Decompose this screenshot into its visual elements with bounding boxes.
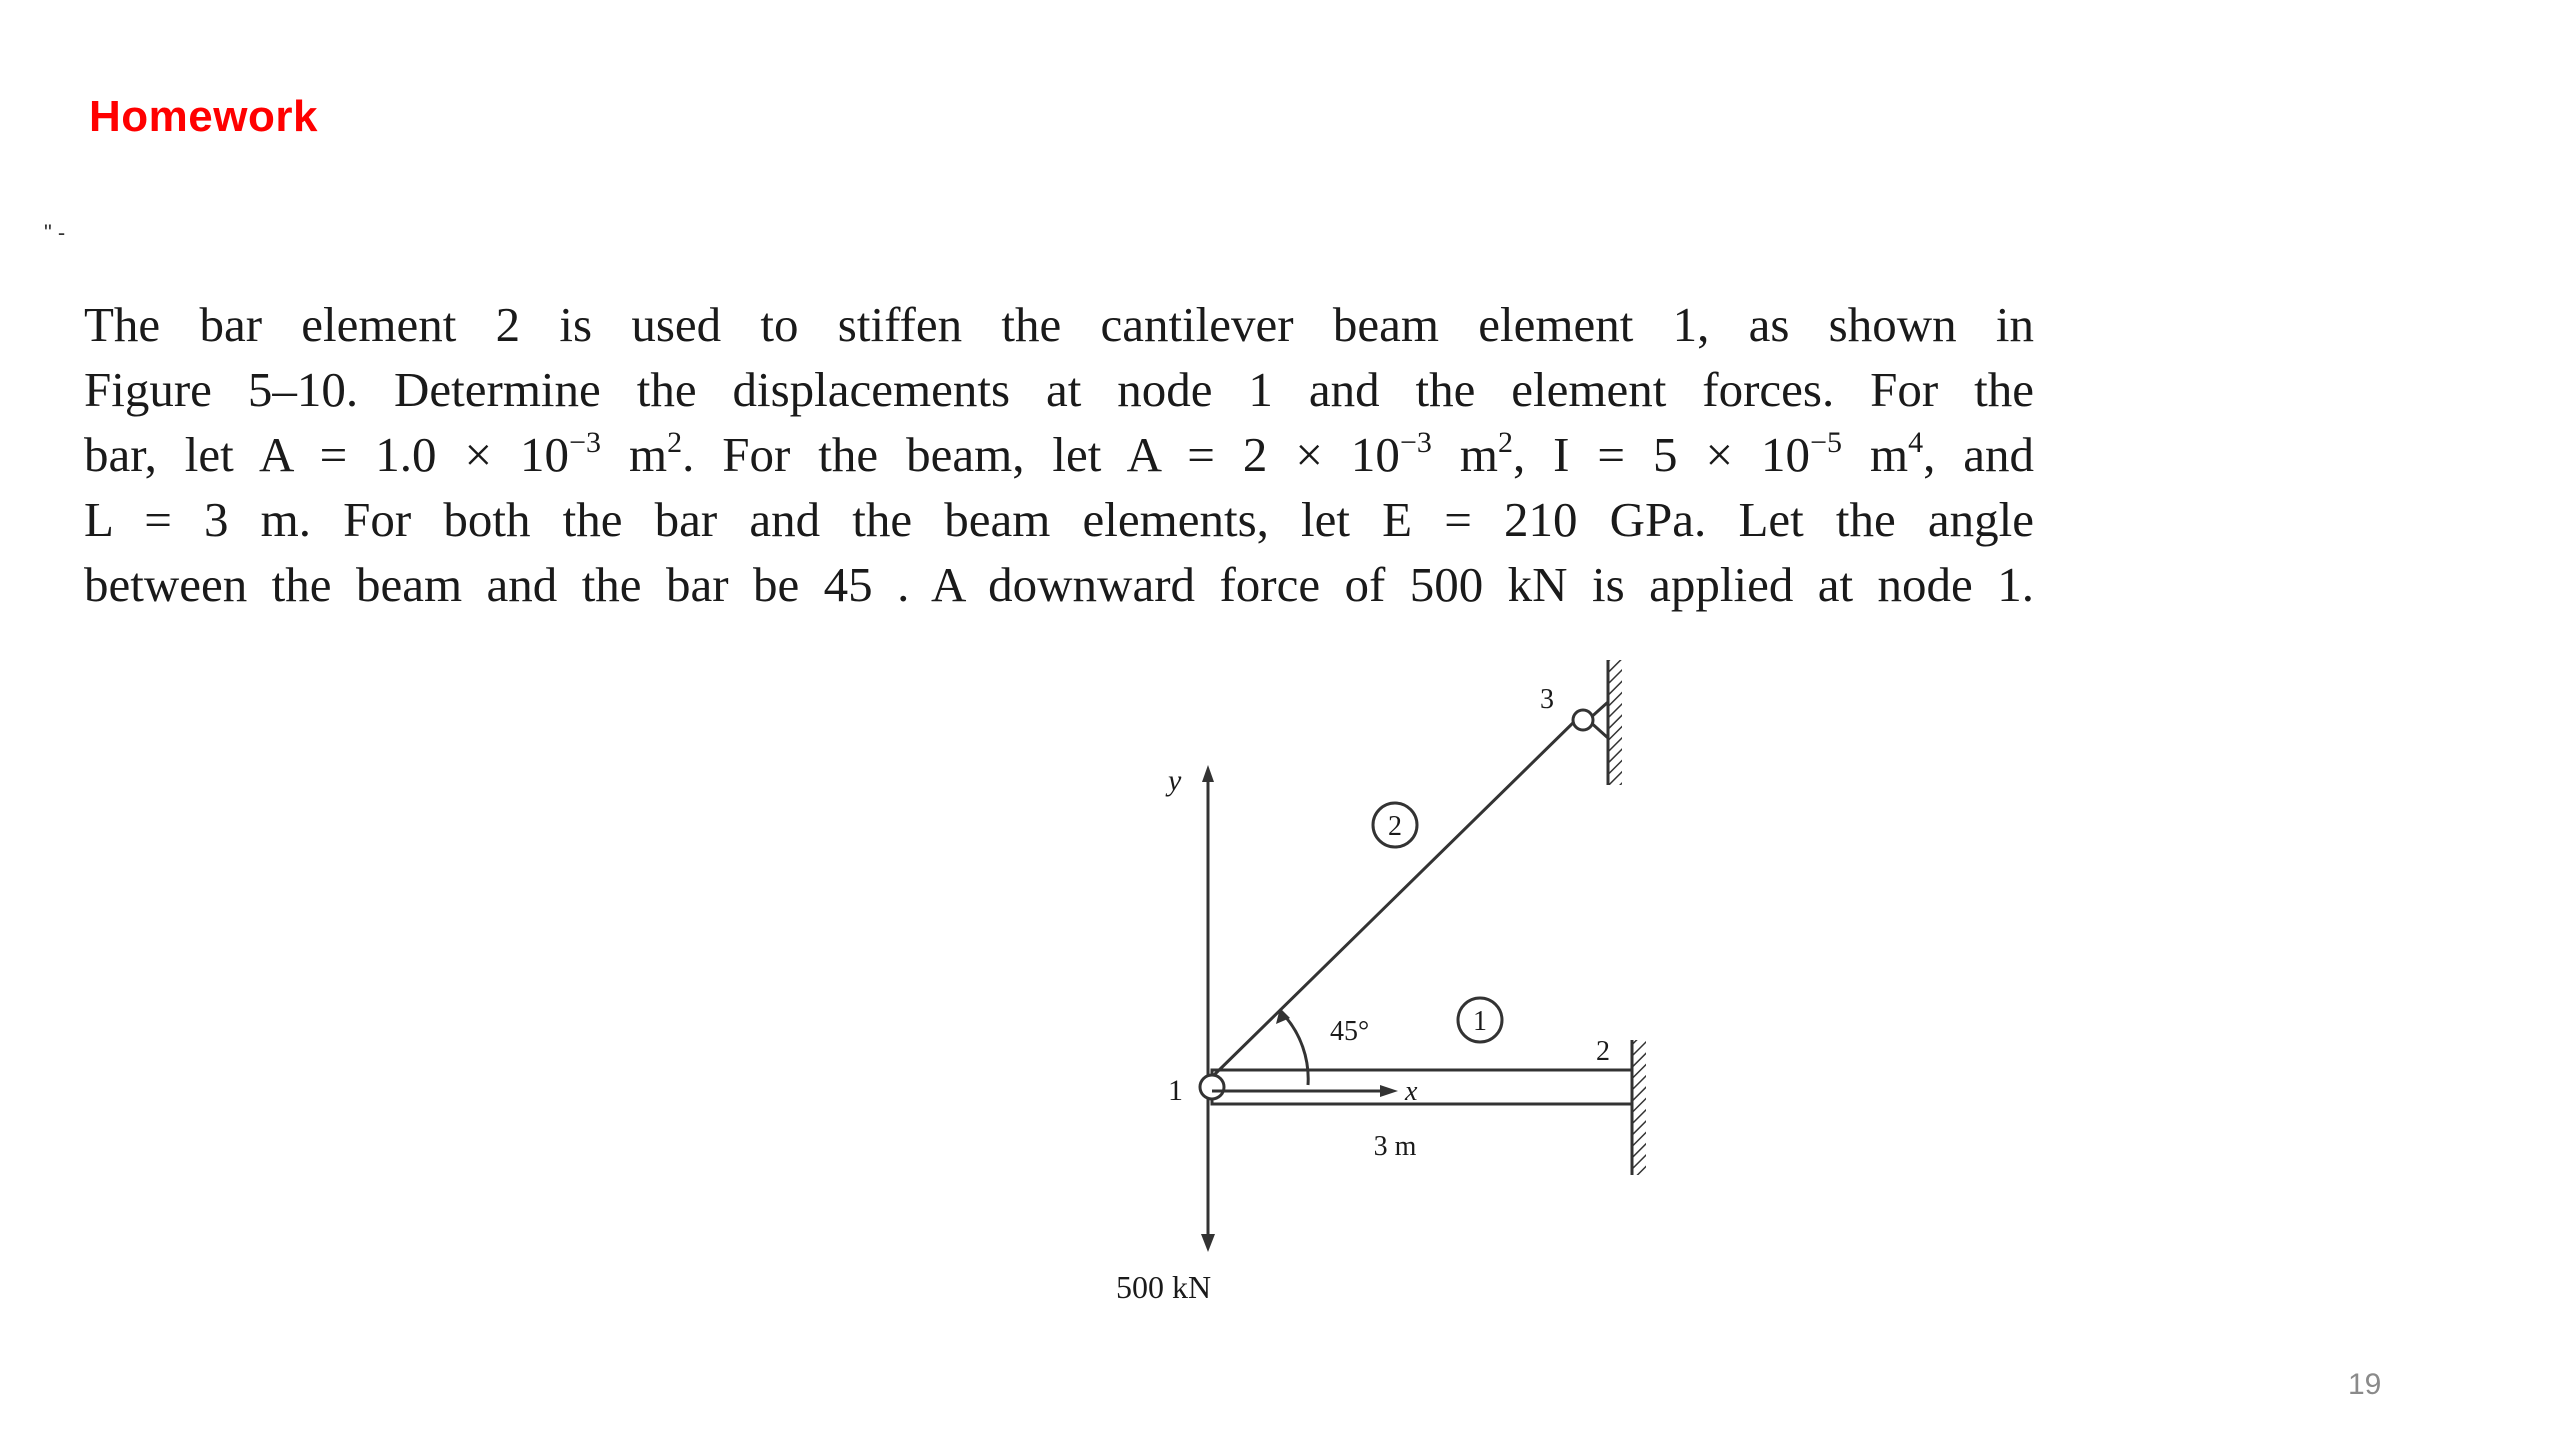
- problem-statement: [84, 292, 2034, 617]
- exponent: 2: [1497, 425, 1513, 459]
- wall-support-node-3: [1608, 660, 1622, 785]
- length-label: 3 m: [1373, 1131, 1417, 1162]
- text-unit: m: [600, 427, 668, 482]
- local-x-arrowhead: [1380, 1085, 1398, 1097]
- text-bar-area: bar, let A = 1.0 × 10: [84, 427, 570, 482]
- node-3-pin: [1573, 710, 1593, 730]
- bar-element-2: [1212, 718, 1578, 1077]
- element-1-label: 1: [1473, 1006, 1487, 1037]
- angle-arc: [1283, 1014, 1308, 1085]
- problem-line-1: The bar element 2 is used to stiffen the cantilever beam element 1, as shown in: [84, 297, 2034, 352]
- exponent: 4: [1908, 425, 1924, 459]
- element-2-label: 2: [1388, 811, 1402, 842]
- text-and: , and: [1923, 427, 2035, 482]
- y-axis-arrowhead: [1202, 765, 1214, 782]
- node-3-label: 3: [1540, 684, 1554, 715]
- slide-title: Homework: [89, 92, 318, 141]
- local-x-label: x: [1405, 1076, 1418, 1107]
- beam-element-1: [1212, 1070, 1632, 1104]
- node-1-pin: [1200, 1075, 1224, 1099]
- problem-line-2: Figure 5–10. Determine the displacements at node 1 and the element forces. For the: [84, 362, 2034, 417]
- wall-support-node-2: [1632, 1040, 1646, 1175]
- stray-mark: " -: [44, 220, 66, 245]
- exponent: −3: [569, 425, 601, 459]
- angle-label: 45°: [1330, 1016, 1370, 1047]
- problem-line-5: between the beam and the bar be 45 . A downward force of 500 kN is applied at node 1.: [84, 557, 2034, 612]
- page-number: 19: [2348, 1368, 2382, 1401]
- text-moment-inertia: , I = 5 × 10: [1512, 427, 1811, 482]
- problem-line-3: [84, 422, 2034, 487]
- problem-line-4: L = 3 m. For both the bar and the beam elements, let E = 210 GPa. Let the angle: [84, 492, 2034, 547]
- force-arrowhead: [1201, 1234, 1215, 1252]
- exponent: −5: [1810, 425, 1842, 459]
- exponent: 2: [667, 425, 683, 459]
- text-unit: m: [1431, 427, 1498, 482]
- node-1-label: 1: [1168, 1074, 1183, 1107]
- structure-diagram: [1040, 640, 1760, 1320]
- text-beam-area: . For the beam, let A = 2 × 10: [682, 427, 1400, 482]
- force-label: 500 kN: [1116, 1269, 1212, 1305]
- figure-5-10: [1040, 640, 1760, 1320]
- y-axis-label: y: [1168, 764, 1182, 797]
- node-2-label: 2: [1596, 1036, 1610, 1067]
- text-unit: m: [1841, 427, 1909, 482]
- exponent: −3: [1399, 425, 1432, 459]
